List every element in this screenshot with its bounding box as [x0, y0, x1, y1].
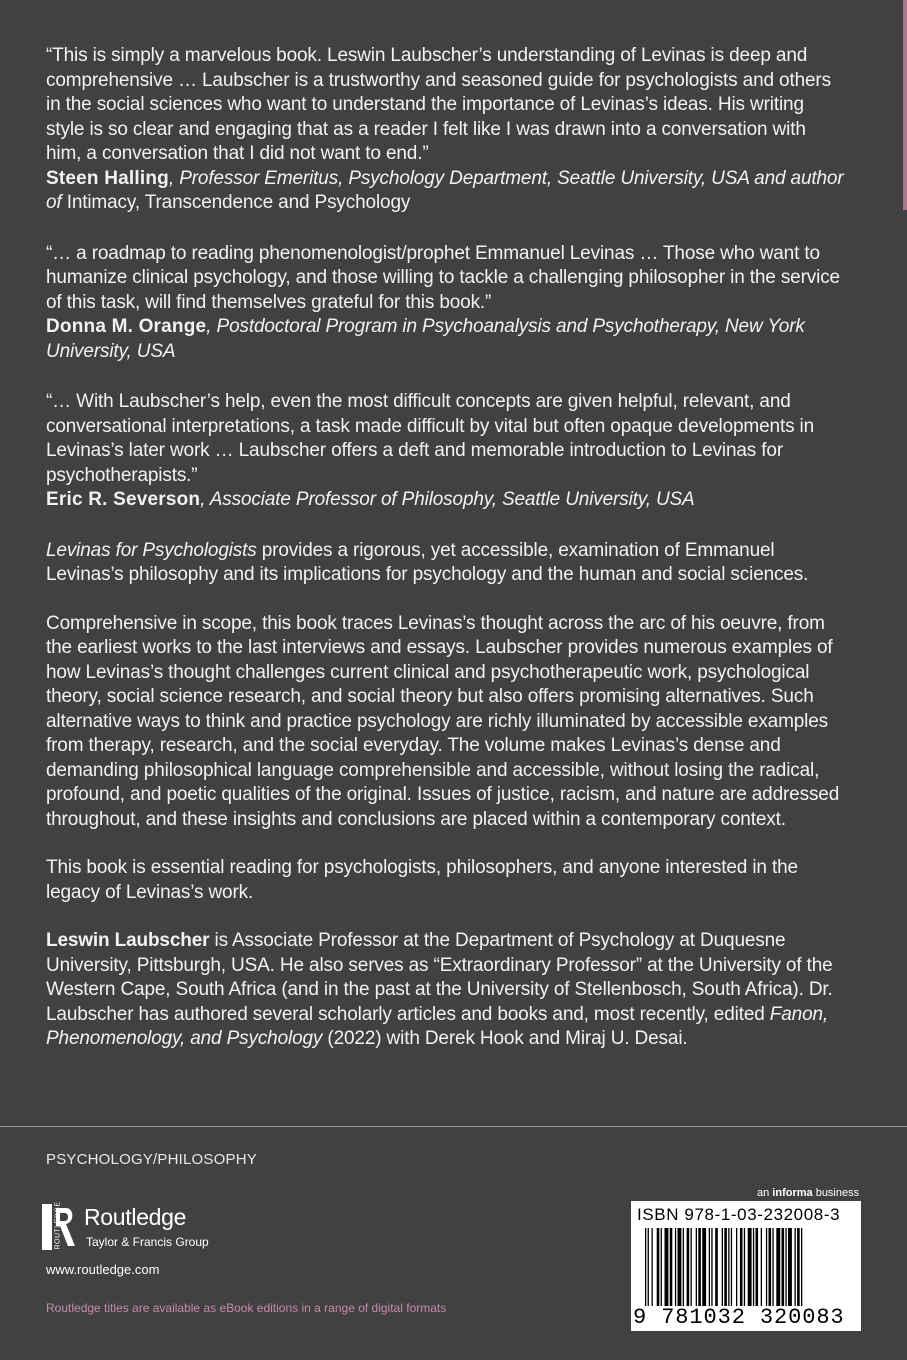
reviewer-affiliation: , Professor Emeritus, Psychology Department, Seattle University, USA and author of — [46, 167, 844, 213]
barcode-bar — [683, 1228, 684, 1306]
informa-prefix: an — [757, 1187, 773, 1199]
publisher-name: Routledge — [84, 1204, 187, 1230]
quote-attribution — [46, 167, 846, 216]
barcode-bar — [788, 1228, 792, 1306]
accent-bar — [903, 0, 907, 210]
description-closing: This book is essential reading for psychologists, philosophers, and anyone interested in the legacy of Levinas’s work. — [46, 857, 798, 903]
barcode-bar — [753, 1228, 754, 1306]
bio-text-2: (2022) with Derek Hook and Miraj U. Desai. — [322, 1028, 688, 1049]
bio-text-1: is Associate Professor at the Department of Psychology at Duquesne University, Pittsburgh, USA. He also serves as “Extraordinary Professor” at the University of the Western Cape, South Africa (and in the past at the University of Stellenbosch, South Africa). Dr. Laubscher has authored several scholarly articles and books and, most recently, edited — [46, 930, 833, 1025]
quote-text: “… a roadmap to reading phenomenologist/prophet Emmanuel Levinas … Those who want to humanize clinical psychology, and those willing to tackle a challenging philosopher in the service of this task, will find themselves grateful for this book.” — [46, 242, 840, 313]
barcode-bar — [776, 1228, 780, 1306]
barcode-bar — [748, 1228, 752, 1306]
quote-text: “… With Laubscher’s help, even the most difficult concepts are given helpful, relevant, and conversational interpretations, a task made difficult by vital but often opaque developments in Levinas’s later work … Laubscher offers a deft and memorable introduction to Levinas for psychotherapists.” — [46, 391, 815, 486]
barcode-bar — [691, 1228, 692, 1306]
barcode-bar — [652, 1228, 653, 1306]
ebook-note: Routledge titles are available as eBook editions in a range of digital formats — [46, 1301, 447, 1315]
routledge-logo — [42, 1201, 242, 1264]
subject-category: PSYCHOLOGY/PHILOSOPHY — [46, 1151, 257, 1168]
informa-word: informa — [772, 1187, 813, 1199]
barcode-bar — [675, 1228, 676, 1306]
barcode-bar — [769, 1228, 772, 1306]
author-bio — [46, 929, 846, 1052]
publisher-website[interactable]: www.routledge.com — [46, 1262, 160, 1277]
barcode-bar — [696, 1228, 697, 1306]
barcode-bar — [795, 1228, 796, 1306]
reviewer-book: Intimacy, Transcendence and Psychology — [66, 192, 411, 213]
barcode-bar — [744, 1228, 745, 1306]
author-name: Leswin Laubscher — [46, 930, 210, 951]
barcode-bar — [731, 1228, 732, 1306]
barcode-bar — [772, 1228, 773, 1306]
barcode-bar — [702, 1228, 706, 1306]
barcode-bar — [724, 1228, 727, 1306]
barcode-bar — [648, 1228, 649, 1306]
barcode-bar — [657, 1228, 660, 1306]
review-quote-3 — [46, 390, 846, 513]
barcode-bar — [687, 1228, 690, 1306]
barcode-bar — [670, 1228, 673, 1306]
isbn-barcode — [631, 1201, 861, 1331]
reviewer-name: Eric R. Severson — [46, 489, 201, 510]
barcode-bar — [728, 1228, 729, 1306]
barcode-bar — [661, 1228, 662, 1306]
footer-divider — [0, 1126, 907, 1127]
barcode-bar — [711, 1228, 712, 1306]
review-quote-1 — [46, 44, 846, 216]
quote-text: “This is simply a marvelous book. Leswin Laubscher’s understanding of Levinas is deep and comprehensive … Laubscher is a trustworthy and seasoned guide for psychologists and others in the social sciences who want to understand the importance of Levinas’s ideas. His writing style is so clear and engaging that as a reader I felt like I was drawn into a conversation with him, a conversation that I did not want to end.” — [46, 45, 831, 164]
back-cover-text — [46, 44, 846, 1076]
intro-text: provides a rigorous, yet accessible, examination of Emmanuel Levinas’s philosophy and its implications for psychology and the human and social sciences. — [46, 539, 809, 585]
barcode-bar — [715, 1228, 718, 1306]
barcode-bars — [645, 1228, 849, 1306]
isbn-number: ISBN 978-1-03-232008-3 — [637, 1205, 841, 1224]
bio-book-title: Fanon, Phenomenology, and Psychology — [46, 1003, 829, 1049]
quote-attribution — [46, 488, 846, 513]
barcode-bar — [782, 1228, 785, 1306]
barcode-bar — [645, 1228, 646, 1306]
reviewer-name: Steen Halling — [46, 167, 169, 189]
barcode-bar — [766, 1228, 767, 1306]
publisher-group: Taylor & Francis Group — [86, 1235, 209, 1249]
barcode-bar — [736, 1228, 737, 1306]
informa-suffix: business — [812, 1187, 860, 1199]
barcode-bar — [761, 1228, 762, 1306]
informa-tagline — [757, 1187, 859, 1199]
logo-vertical-text: ROUTLEDGE — [54, 1201, 62, 1250]
reviewer-affiliation: , Postdoctoral Program in Psychoanalysis and Psychotherapy, New York University, USA — [46, 316, 805, 362]
description-intro — [46, 539, 846, 588]
barcode-bar — [709, 1228, 710, 1306]
barcode-bar — [678, 1228, 682, 1306]
book-title: Levinas for Psychologists — [46, 539, 257, 561]
quote-attribution — [46, 315, 846, 364]
reviewer-name: Donna M. Orange — [46, 316, 207, 337]
barcode-bar — [665, 1228, 669, 1306]
barcode-bar — [740, 1228, 743, 1306]
barcode-digits: 9 781032 320083 — [633, 1305, 845, 1330]
description-body: Comprehensive in scope, this book traces Levinas’s thought across the arc of his oeuvre, from the earliest works to the last interviews and essays. Laubscher provides numerous examples of how Levinas’s thought challenges current clinical and psychotherapeutic work, psychological theory, social science research, and social theory but also offers promising alternatives. Such alternative ways to think and practice psychology are richly illuminated by accessible examples from therapy, research, and the social everyday. The volume makes Levinas’s dense and demanding philosophical language comprehensible and accessible, without losing the radical, profound, and poetic qualities of the original. Issues of justice, racism, and nature are addressed throughout, and these insights and conclusions are placed within a contemporary context. — [46, 612, 840, 830]
barcode-bar — [756, 1228, 759, 1306]
review-quote-2 — [46, 242, 846, 365]
barcode-bar — [797, 1228, 800, 1306]
reviewer-affiliation: , Associate Professor of Philosophy, Seattle University, USA — [200, 489, 695, 510]
barcode-bar — [722, 1228, 723, 1306]
barcode-bar — [801, 1228, 802, 1306]
barcode-bar — [698, 1228, 701, 1306]
barcode-bar — [785, 1228, 786, 1306]
